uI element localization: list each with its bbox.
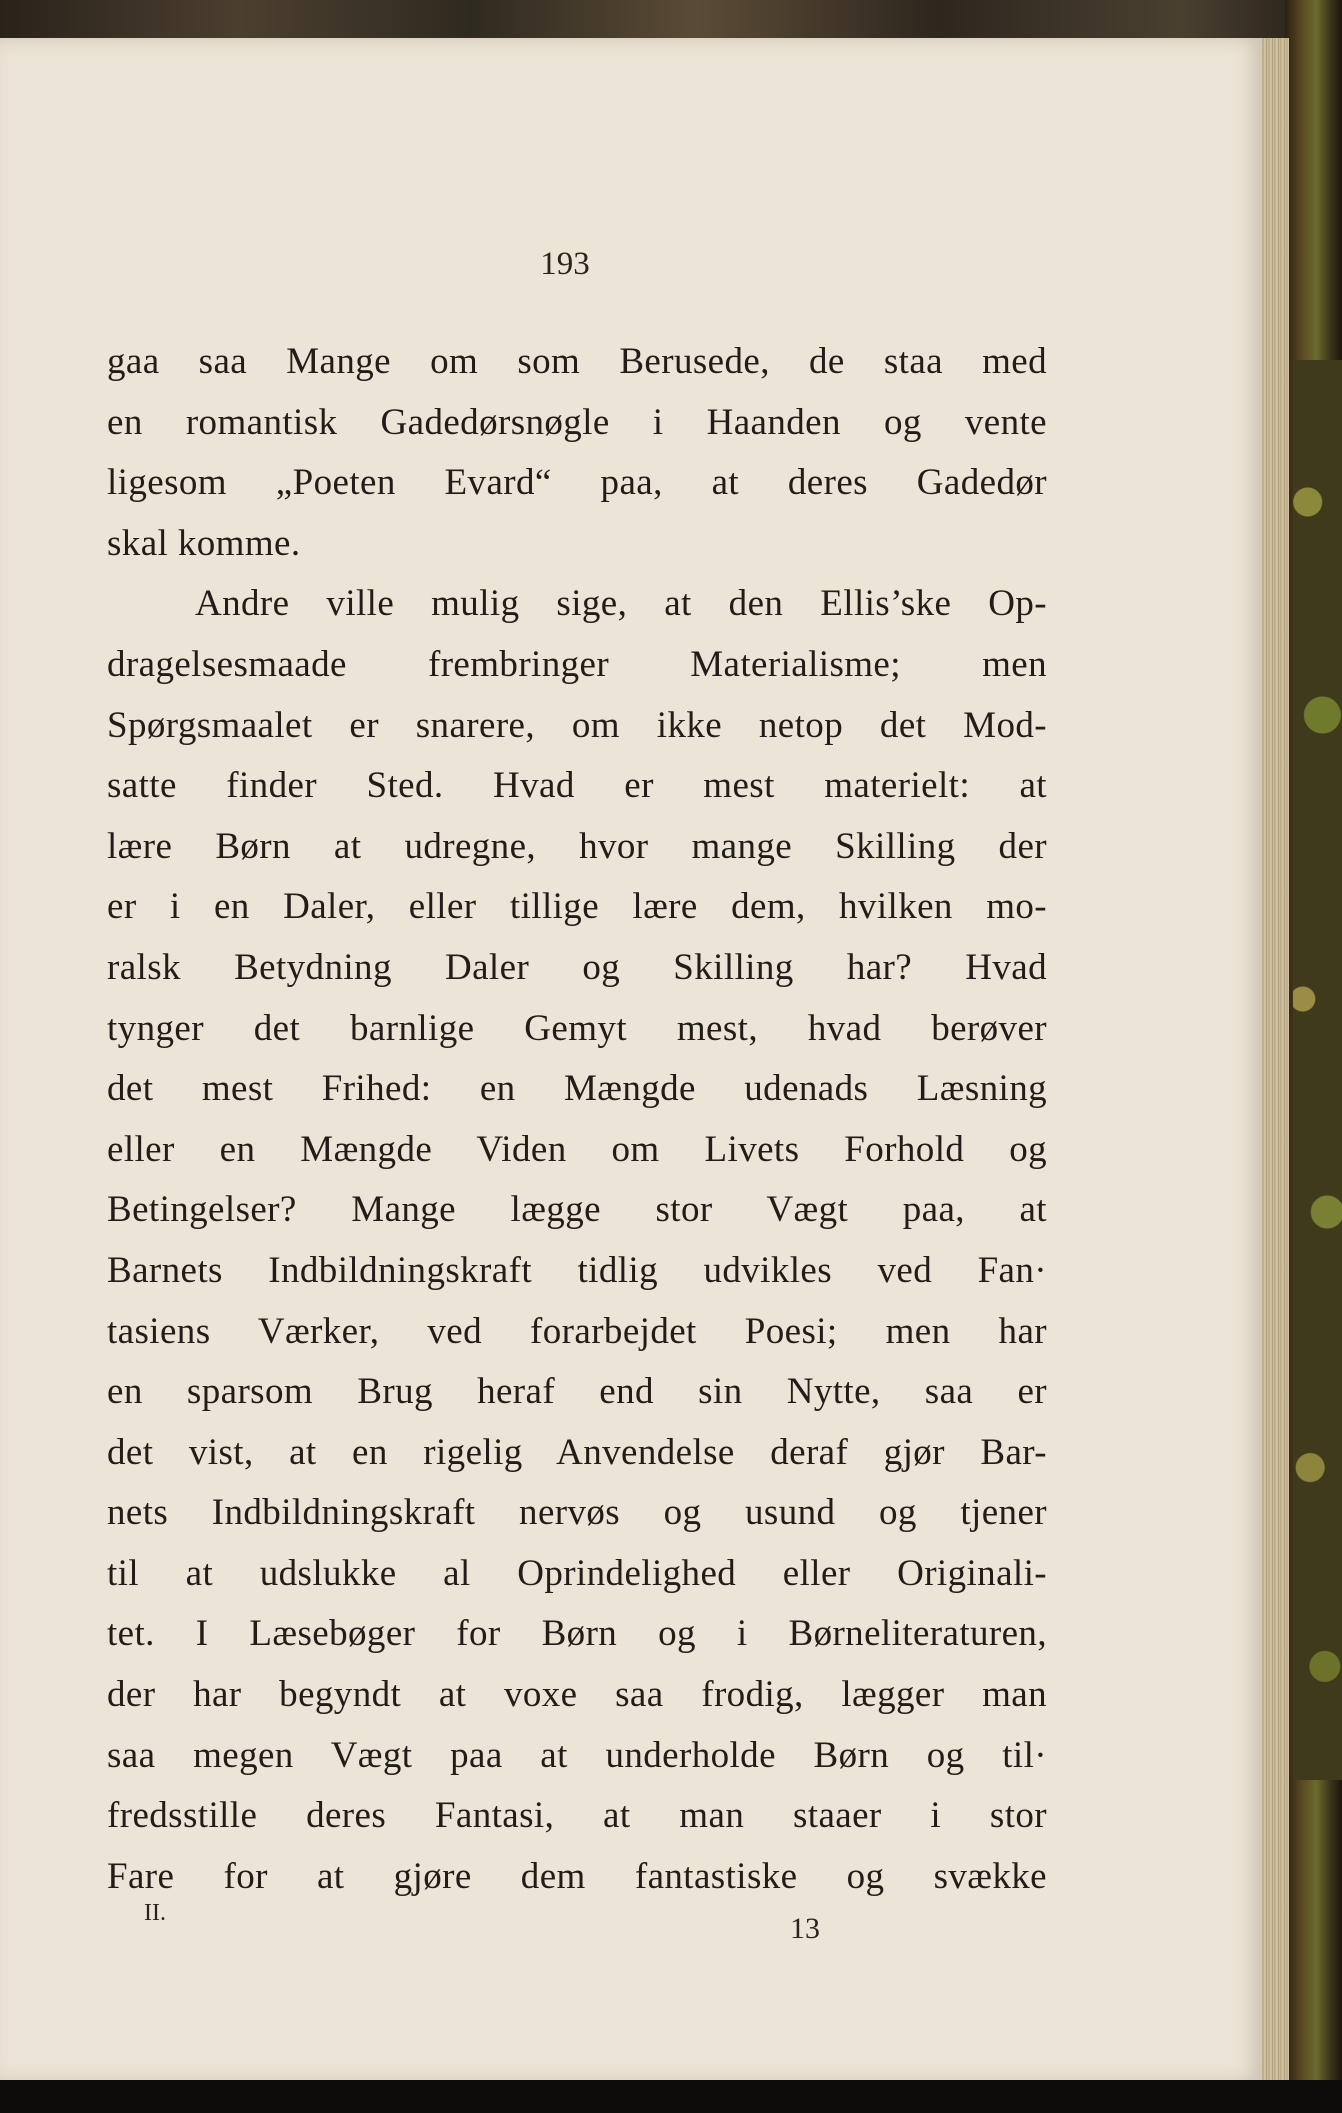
text-line: eller en Mængde Viden om Livets Forhold og	[107, 1128, 1047, 1170]
text-line: fredsstille deres Fantasi, at man staaer i stor	[107, 1795, 1047, 1837]
book-bottom-edge	[0, 2080, 1342, 2113]
book-top-edge	[0, 0, 1342, 42]
text-line: dragelsesmaade frembringer Materialisme; men	[107, 643, 1047, 685]
text-line: ligesom „Poeten Evard“ paa, at deres Gadedør	[107, 462, 1047, 504]
book-page	[0, 38, 1262, 2082]
text-line: det mest Frihed: en Mængde udenads Læsning	[107, 1068, 1047, 1110]
text-line: Fare for at gjøre dem fantastiske og svække	[107, 1855, 1047, 1897]
text-line: der har begyndt at voxe saa frodig, lægger man	[107, 1674, 1047, 1716]
text-line: saa megen Vægt paa at underholde Børn og til·	[107, 1734, 1047, 1776]
text-line: Andre ville mulig sige, at den Ellis’ske Op-	[195, 583, 1047, 625]
text-line: gaa saa Mange om som Berusede, de staa med	[107, 341, 1047, 382]
text-line: lære Børn at udregne, hvor mange Skilling der	[107, 825, 1047, 867]
text-line: skal komme.	[107, 522, 301, 564]
text-line: en romantisk Gadedørsnøgle i Haanden og vente	[107, 401, 1047, 443]
sheet-number: 13	[790, 1912, 820, 1945]
text-line: tynger det barnlige Gemyt mest, hvad berøver	[107, 1007, 1047, 1049]
signature-mark: II.	[144, 1900, 166, 1926]
text-line: ralsk Betydning Daler og Skilling har? Hvad	[107, 946, 1047, 988]
text-line: tet. I Læsebøger for Børn og i Børneliteraturen,	[107, 1613, 1047, 1655]
text-line: satte finder Sted. Hvad er mest materielt: at	[107, 765, 1047, 807]
body-text	[107, 332, 1047, 1907]
text-line: det vist, at en rigelig Anvendelse deraf gjør Bar-	[107, 1431, 1047, 1473]
text-line: en sparsom Brug heraf end sin Nytte, saa er	[107, 1371, 1047, 1413]
marbled-pattern	[1293, 360, 1342, 1780]
marbled-cover	[1285, 0, 1342, 2113]
text-line: til at udslukke al Oprindelighed eller Originali-	[107, 1552, 1047, 1594]
text-line: Spørgsmaalet er snarere, om ikke netop det Mod-	[107, 704, 1047, 746]
text-line: tasiens Værker, ved forarbejdet Poesi; men har	[107, 1310, 1047, 1352]
text-line: Betingelser? Mange lægge stor Vægt paa, at	[107, 1189, 1047, 1231]
text-line: er i en Daler, eller tillige lære dem, hvilken mo-	[107, 886, 1047, 928]
text-line: nets Indbildningskraft nervøs og usund og tjener	[107, 1492, 1047, 1534]
text-line: Barnets Indbildningskraft tidlig udvikles ved Fan·	[107, 1249, 1047, 1291]
page-number: 193	[540, 246, 590, 282]
